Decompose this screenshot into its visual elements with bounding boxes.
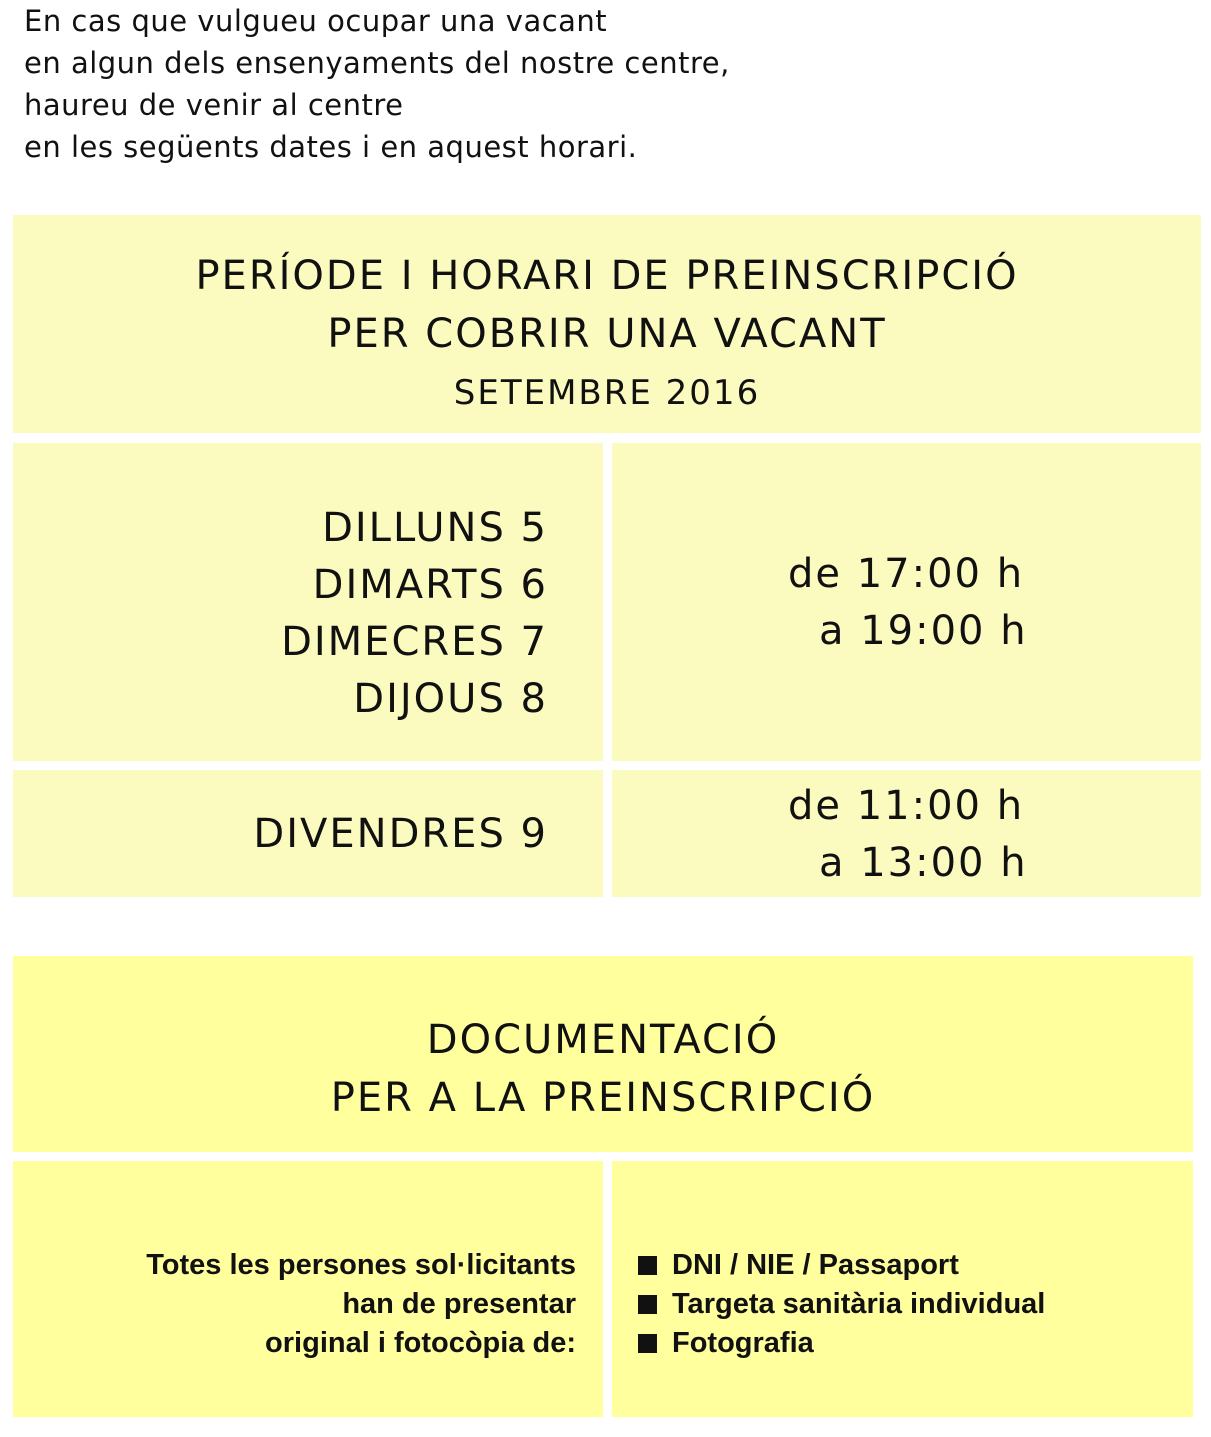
square-bullet-icon xyxy=(638,1295,657,1314)
friday-hours-cell xyxy=(612,770,1201,897)
document-item-label: Targeta sanitària individual xyxy=(672,1288,1046,1320)
period-month: SETEMBRE 2016 xyxy=(453,373,761,413)
documents-cell xyxy=(612,1161,1193,1417)
friday-label: DIVENDRES 9 xyxy=(253,811,548,857)
intro-line: en les següents dates i en aquest horari. xyxy=(24,130,638,164)
friday-cell xyxy=(13,770,603,897)
weekday-hours-to: a 19:00 h xyxy=(819,608,1028,654)
weekday-item: DILLUNS 5 xyxy=(322,505,548,551)
friday-hours-from: de 11:00 h xyxy=(788,783,1025,829)
documents-list xyxy=(638,1246,1045,1363)
applicants-text xyxy=(146,1246,576,1363)
period-title-line-2: PER COBRIR UNA VACANT xyxy=(327,311,887,357)
intro-line: en algun dels ensenyaments del nostre centre, xyxy=(24,46,730,80)
documentation-title-line-2: PER A LA PREINSCRIPCIÓ xyxy=(330,1075,876,1121)
document-item xyxy=(638,1285,1045,1324)
document-item xyxy=(638,1324,1045,1363)
square-bullet-icon xyxy=(638,1256,657,1275)
friday-hours-to: a 13:00 h xyxy=(819,840,1028,886)
weekday-hours-cell xyxy=(612,443,1201,761)
weekday-item: DIMARTS 6 xyxy=(312,562,548,608)
applicants-line: Totes les persones sol·licitants xyxy=(146,1249,576,1281)
friday-hours xyxy=(788,778,1028,892)
weekday-hours xyxy=(788,546,1028,660)
weekday-item: DIJOUS 8 xyxy=(353,676,548,722)
document-item-label: Fotografia xyxy=(672,1327,814,1359)
applicants-line: original i fotocòpia de: xyxy=(265,1327,576,1359)
weekday-hours-from: de 17:00 h xyxy=(788,551,1025,597)
weekdays-cell xyxy=(13,443,603,761)
documentation-title-line-1: DOCUMENTACIÓ xyxy=(426,1017,780,1063)
intro-line: En cas que vulgueu ocupar una vacant xyxy=(24,4,608,38)
period-title-box xyxy=(13,215,1201,433)
applicants-cell xyxy=(13,1161,603,1417)
document-item xyxy=(638,1246,1045,1285)
intro-text xyxy=(24,0,924,168)
applicants-line: han de presentar xyxy=(342,1288,576,1320)
weekday-item: DIMECRES 7 xyxy=(281,619,548,665)
document-item-label: DNI / NIE / Passaport xyxy=(672,1249,959,1281)
documentation-title-box xyxy=(13,956,1193,1152)
period-title-line-1: PERÍODE I HORARI DE PREINSCRIPCIÓ xyxy=(195,253,1019,299)
square-bullet-icon xyxy=(638,1334,657,1353)
intro-line: haureu de venir al centre xyxy=(24,88,404,122)
weekdays-list xyxy=(281,500,548,728)
